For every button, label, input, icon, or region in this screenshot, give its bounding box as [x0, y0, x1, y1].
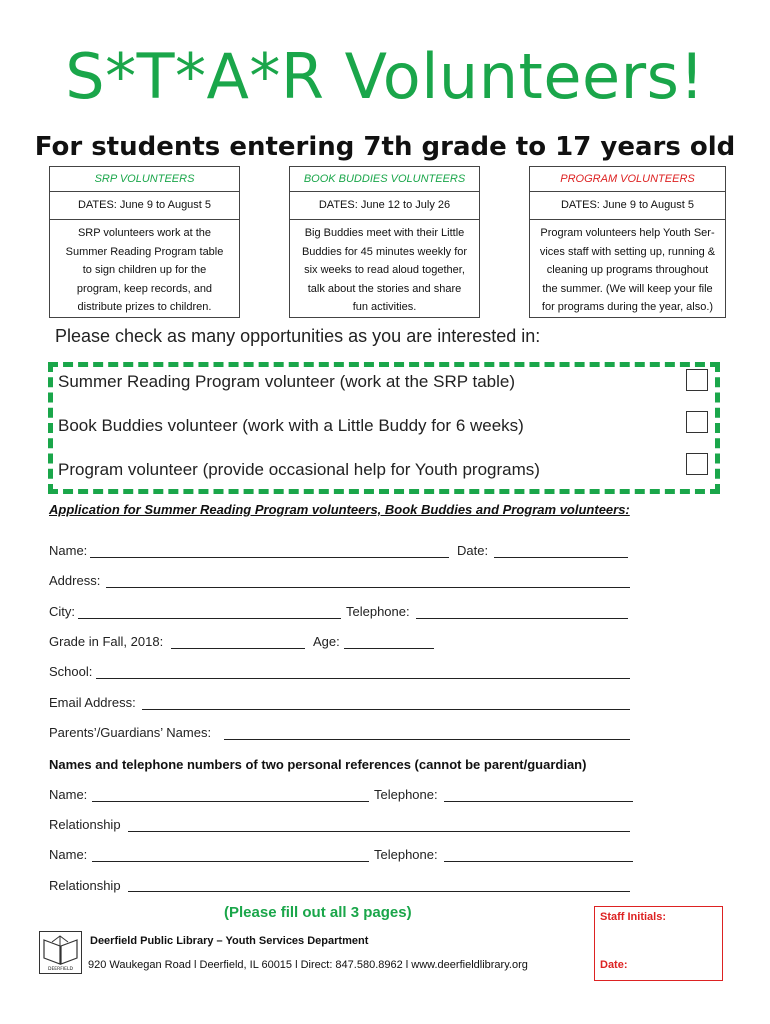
reference1-relationship-label: Relationship [49, 817, 121, 832]
age-label: Age: [313, 634, 340, 649]
reference1-telephone-label: Telephone: [374, 787, 438, 802]
date-field[interactable] [494, 557, 628, 558]
column-description: SRP volunteers work at the Summer Reading Program table to sign children up for the program, keep records, and distribute prizes to children. [65, 227, 224, 313]
telephone-label: Telephone: [346, 604, 410, 619]
name-field[interactable] [90, 557, 449, 558]
telephone-field[interactable] [416, 618, 628, 619]
page-title: S*T*A*R Volunteers! [65, 40, 705, 113]
reference2-telephone-field[interactable] [444, 861, 633, 862]
reference1-relationship-field[interactable] [128, 831, 630, 832]
grade-field[interactable] [171, 648, 305, 649]
parents-label: Parents’/Guardians’ Names: [49, 725, 212, 740]
column-dates: DATES: June 9 to August 5 [530, 192, 725, 220]
library-name: Deerfield Public Library – Youth Services Department [90, 935, 369, 947]
column-header: SRP VOLUNTEERS [50, 167, 239, 192]
column-description: Program volunteers help Youth Ser- vices staff with setting up, running & cleaning up programs throughout the summer. (We will keep your file for programs during the year, also.) [539, 227, 716, 313]
name-label: Name: [49, 543, 88, 558]
instructions: Please check as many opportunities as you are interested in: [55, 326, 541, 346]
column-dates: DATES: June 12 to July 26 [290, 192, 479, 220]
school-label: School: [49, 664, 93, 679]
staff-initials-label: Staff Initials: [600, 911, 667, 923]
page-subtitle: For students entering 7th grade to 17 years old [34, 132, 736, 162]
logo-text: DEERFIELD [47, 967, 73, 972]
reference1-telephone-field[interactable] [444, 801, 633, 802]
option-srp-label: Summer Reading Program volunteer (work at the SRP table) [58, 372, 515, 391]
parents-field[interactable] [224, 739, 630, 740]
school-field[interactable] [96, 678, 630, 679]
address-label: Address: [49, 573, 101, 588]
references-heading: Names and telephone numbers of two personal references (cannot be parent/guardian) [49, 757, 587, 772]
city-field[interactable] [78, 618, 341, 619]
staff-date-label: Date: [600, 959, 628, 971]
email-label: Email Address: [49, 695, 136, 710]
library-address: 920 Waukegan Road l Deerfield, IL 60015 l Direct: 847.580.8962 l www.deerfieldlibrary.org [88, 959, 528, 971]
reference2-relationship-field[interactable] [128, 891, 630, 892]
column-description: Big Buddies meet with their Little Buddies for 45 minutes weekly for six weeks to read aloud together, talk about the stories and share fun activities. [301, 227, 468, 313]
age-field[interactable] [344, 648, 434, 649]
option-book-buddies-label: Book Buddies volunteer (work with a Little Buddy for 6 weeks) [58, 416, 524, 435]
reference2-relationship-label: Relationship [49, 878, 121, 893]
program-volunteers-column [529, 166, 726, 318]
srp-volunteers-column [49, 166, 240, 318]
column-header: BOOK BUDDIES VOLUNTEERS [290, 167, 479, 192]
application-heading: Application for Summer Reading Program volunteers, Book Buddies and Program volunteers: [49, 502, 630, 517]
column-dates: DATES: June 9 to August 5 [50, 192, 239, 220]
column-header: PROGRAM VOLUNTEERS [530, 167, 725, 192]
option-srp-checkbox[interactable] [686, 369, 708, 391]
grade-label: Grade in Fall, 2018: [49, 634, 164, 649]
reference2-name-field[interactable] [92, 861, 369, 862]
library-logo [39, 931, 82, 974]
reference2-name-label: Name: [49, 847, 88, 862]
date-label: Date: [457, 543, 489, 558]
address-field[interactable] [106, 587, 630, 588]
option-program-label: Program volunteer (provide occasional help for Youth programs) [58, 460, 540, 479]
book-buddies-column [289, 166, 480, 318]
city-label: City: [49, 604, 75, 619]
email-field[interactable] [142, 709, 630, 710]
reference1-name-field[interactable] [92, 801, 369, 802]
option-book-buddies-checkbox[interactable] [686, 411, 708, 433]
fill-out-note: (Please fill out all 3 pages) [224, 904, 412, 921]
option-program-checkbox[interactable] [686, 453, 708, 475]
reference1-name-label: Name: [49, 787, 88, 802]
reference2-telephone-label: Telephone: [374, 847, 438, 862]
